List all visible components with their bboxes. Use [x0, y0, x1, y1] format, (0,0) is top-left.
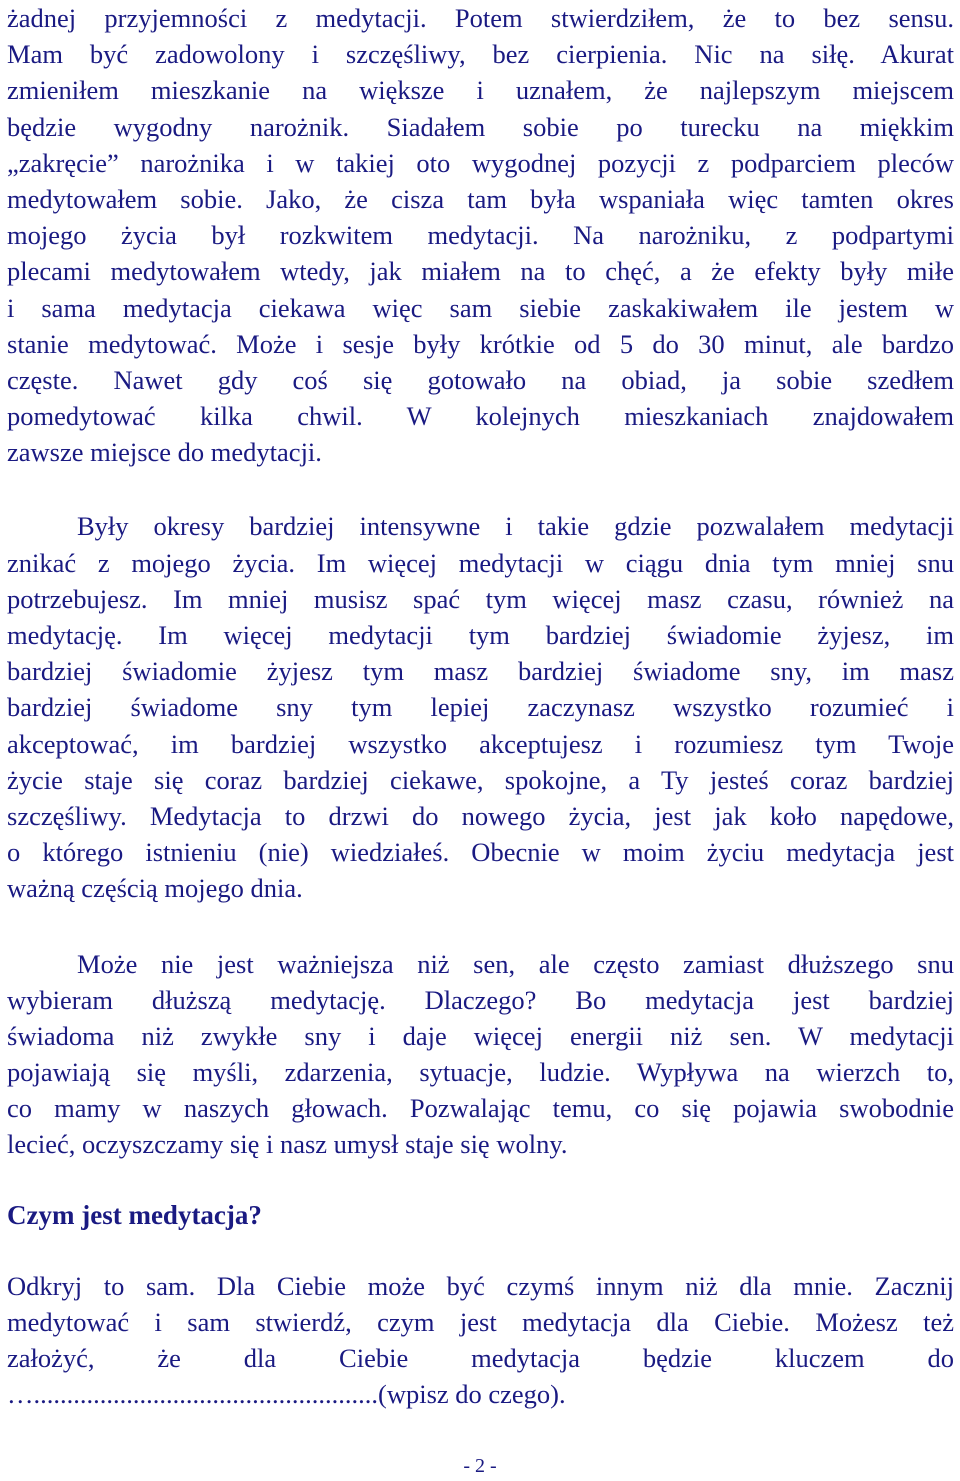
text-line: ważną częścią mojego dnia.	[7, 873, 303, 904]
text-line: „zakręcie” narożnika i w takiej oto wygodnej pozycji z podparciem pleców	[7, 147, 954, 178]
text-line: zmieniłem mieszkanie na większe i uznałem, że najlepszym miejscem	[7, 75, 954, 106]
text-line: medytować i sam stwierdź, czym jest medytacja dla Ciebie. Możesz też	[7, 1306, 954, 1337]
text-line: żadnej przyjemności z medytacji. Potem stwierdziłem, że to bez sensu.	[7, 3, 954, 33]
page-number: - 2 -	[463, 1455, 497, 1477]
text-line: co mamy w naszych głowach. Pozwalając temu, co się pojawia swobodnie	[7, 1093, 954, 1124]
text-line: założyć, że dla Ciebie medytacja będzie kluczem do	[7, 1343, 954, 1373]
text-line: będzie wygodny narożnik. Siadałem sobie po turecku na miękkim	[7, 111, 954, 142]
text-line: Odkryj to sam. Dla Ciebie może być czymś innym niż dla mnie. Zacznij	[7, 1270, 954, 1301]
text-line: mojego życia był rozkwitem medytacji. Na narożniku, z podpartymi	[7, 220, 954, 251]
text-line: pojawiają się myśli, zdarzenia, sytuacje, ludzie. Wypływa na wierzch to,	[7, 1057, 954, 1088]
text-line: medytację. Im więcej medytacji tym bardziej świadomie żyjesz, im	[7, 620, 954, 650]
paragraph-3	[7, 946, 954, 1163]
text-line: świadoma niż zwykłe sny i daje więcej energii niż sen. W medytacji	[7, 1020, 954, 1051]
text-line: …....................................................(wpisz do czego).	[7, 1379, 566, 1410]
text-line: Może nie jest ważniejsza niż sen, ale często zamiast dłuższego snu	[77, 948, 954, 979]
text-line: bardziej świadome sny tym lepiej zaczynasz wszystko rozumieć i	[7, 692, 954, 723]
section-heading: Czym jest medytacja?	[7, 1199, 262, 1230]
text-line: plecami medytowałem wtedy, jak miałem na to chęć, a że efekty były miłe	[7, 256, 954, 287]
text-line: medytowałem sobie. Jako, że cisza tam była wspaniała więc tamten okres	[7, 183, 954, 214]
text-line: i sama medytacja ciekawa więc sam siebie zaskakiwałem ile jestem w	[7, 292, 954, 323]
text-line: częste. Nawet gdy coś się gotowało na obiad, ja sobie szedłem	[7, 364, 954, 395]
text-line: życie staje się coraz bardziej ciekawe, spokojne, a Ty jesteś coraz bardziej	[7, 764, 954, 795]
text-line: Były okresy bardziej intensywne i takie gdzie pozwalałem medytacji	[77, 511, 954, 542]
text-line: akceptować, im bardziej wszystko akceptujesz i rozumiesz tym Twoje	[7, 728, 954, 759]
text-line: o którego istnieniu (nie) wiedziałeś. Obecnie w moim życiu medytacja jest	[7, 837, 954, 868]
paragraph-final	[7, 1268, 954, 1413]
paragraph-1	[7, 0, 954, 470]
text-line: Mam być zadowolony i szczęśliwy, bez cierpienia. Nic na siłę. Akurat	[7, 39, 954, 70]
text-line: szczęśliwy. Medytacja to drzwi do nowego życia, jest jak koło napędowe,	[7, 800, 954, 831]
paragraph-2	[7, 508, 954, 906]
text-line: pomedytować kilka chwil. W kolejnych mieszkaniach znajdowałem	[7, 401, 954, 432]
text-line: zawsze miejsce do medytacji.	[7, 437, 322, 468]
text-line: znikać z mojego życia. Im więcej medytacji w ciągu dnia tym mniej snu	[7, 547, 954, 578]
text-line: bardziej świadomie żyjesz tym masz bardziej świadome sny, im masz	[7, 656, 954, 687]
text-line: stanie medytować. Może i sesje były krótkie od 5 do 30 minut, ale bardzo	[7, 328, 954, 359]
text-line: potrzebujesz. Im mniej musisz spać tym więcej masz czasu, również na	[7, 583, 954, 614]
text-line: wybieram dłuższą medytację. Dlaczego? Bo medytacja jest bardziej	[7, 984, 954, 1015]
text-line: lecieć, oczyszczamy się i nasz umysł staje się wolny.	[7, 1129, 568, 1160]
